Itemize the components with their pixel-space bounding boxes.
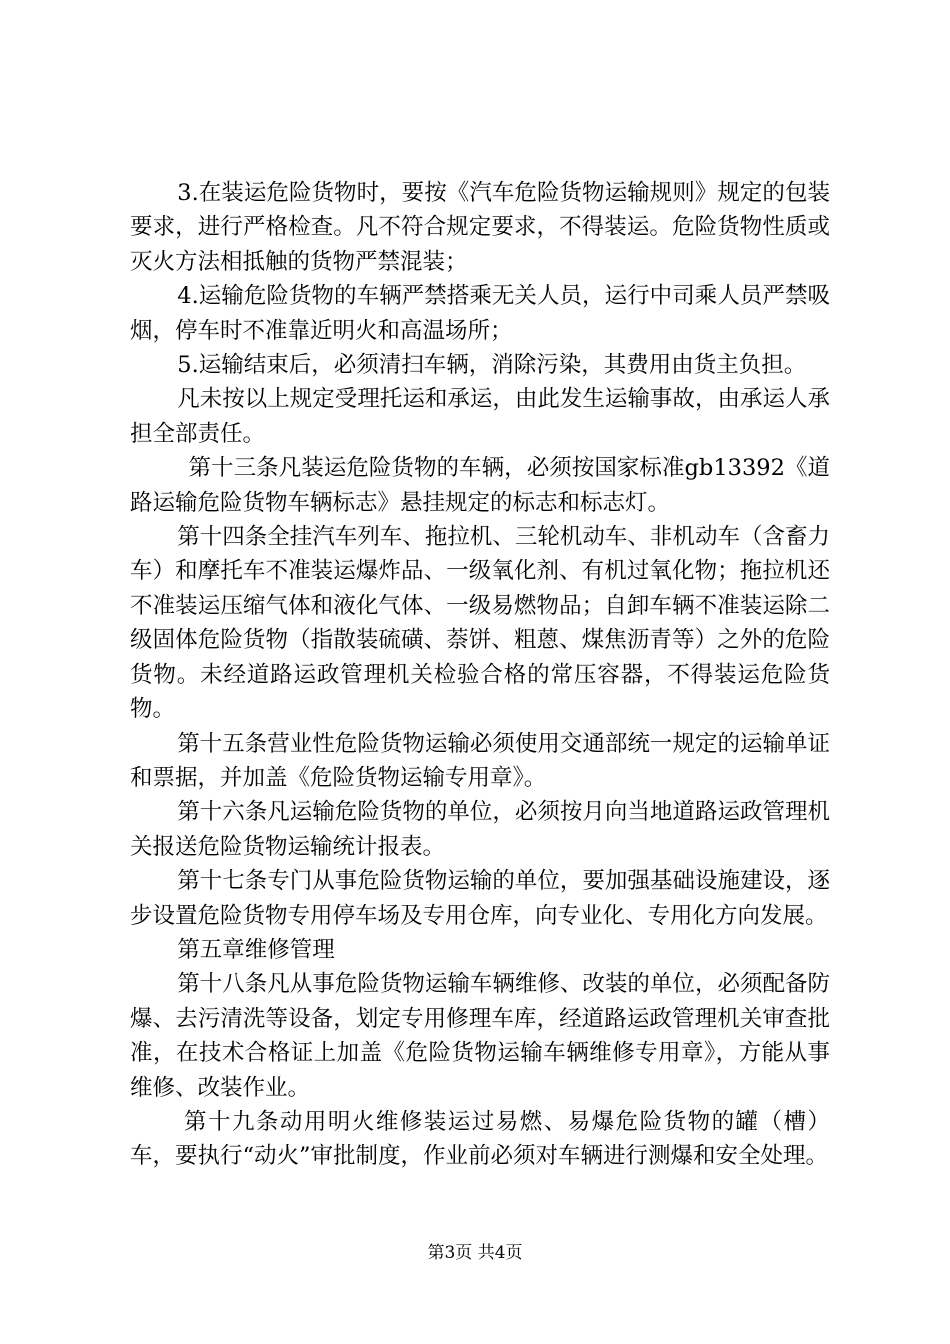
paragraph-article-18: 第十八条凡从事危险货物运输车辆维修、改装的单位，必须配备防爆、去污清洗等设备，划定专用修理车库，经道路运政管理机关审查批准，在技术合格证上加盖《危险货物运输车辆维修专用章》，方能从事维修、改装作业。 (130, 971, 830, 1101)
paragraph-article-17: 第十七条专门从事危险货物运输的单位，要加强基础设施建设，逐步设置危险货物专用停车场及专用仓库，向专业化、专用化方向发展。 (130, 868, 830, 929)
paragraph-item-3: 3.在装运危险货物时，要按《汽车危险货物运输规则》规定的包装要求，进行严格检查。凡不符合规定要求，不得装运。危险货物性质或灭火方法相抵触的货物严禁混装； (130, 180, 830, 275)
paragraph-article-19: 第十九条动用明火维修装运过易燃、易爆危险货物的罐（槽）车，要执行“动火”审批制度，作业前必须对车辆进行测爆和安全处理。 (130, 1108, 830, 1170)
page-footer: 第3页 共4页 (427, 1243, 523, 1263)
document-body (130, 176, 830, 1174)
paragraph-item-4: 4.运输危险货物的车辆严禁搭乘无关人员，运行中司乘人员严禁吸烟，停车时不准靠近明火和高温场所； (130, 283, 830, 344)
paragraph-article-15: 第十五条营业性危险货物运输必须使用交通部统一规定的运输单证和票据，并加盖《危险货物运输专用章》。 (130, 730, 830, 791)
paragraph-article-13: 第十三条凡装运危险货物的车辆，必须按国家标准gb13392《道路运输危险货物车辆标志》悬挂规定的标志和标志灯。 (130, 455, 830, 516)
paragraph-item-5: 5.运输结束后，必须清扫车辆，消除污染，其费用由货主负担。 (177, 352, 807, 379)
paragraph-liability: 凡未按以上规定受理托运和承运，由此发生运输事故，由承运人承担全部责任。 (130, 386, 830, 447)
paragraph-article-16: 第十六条凡运输危险货物的单位，必须按月向当地道路运政管理机关报送危险货物运输统计报表。 (130, 799, 830, 860)
paragraph-article-14: 第十四条全挂汽车列车、拖拉机、三轮机动车、非机动车（含畜力车）和摩托车不准装运爆炸品、一级氧化剂、有机过氧化物；拖拉机还不准装运压缩气体和液化气体、一级易燃物品；自卸车辆不准装运除二级固体危险货物（指散装硫磺、萘饼、粗蒽、煤焦沥青等）之外的危险货物。未经道路运政管理机关检验合格的常压容器，不得装运危险货物。 (130, 524, 830, 723)
chapter-heading: 第五章维修管理 (177, 936, 335, 963)
